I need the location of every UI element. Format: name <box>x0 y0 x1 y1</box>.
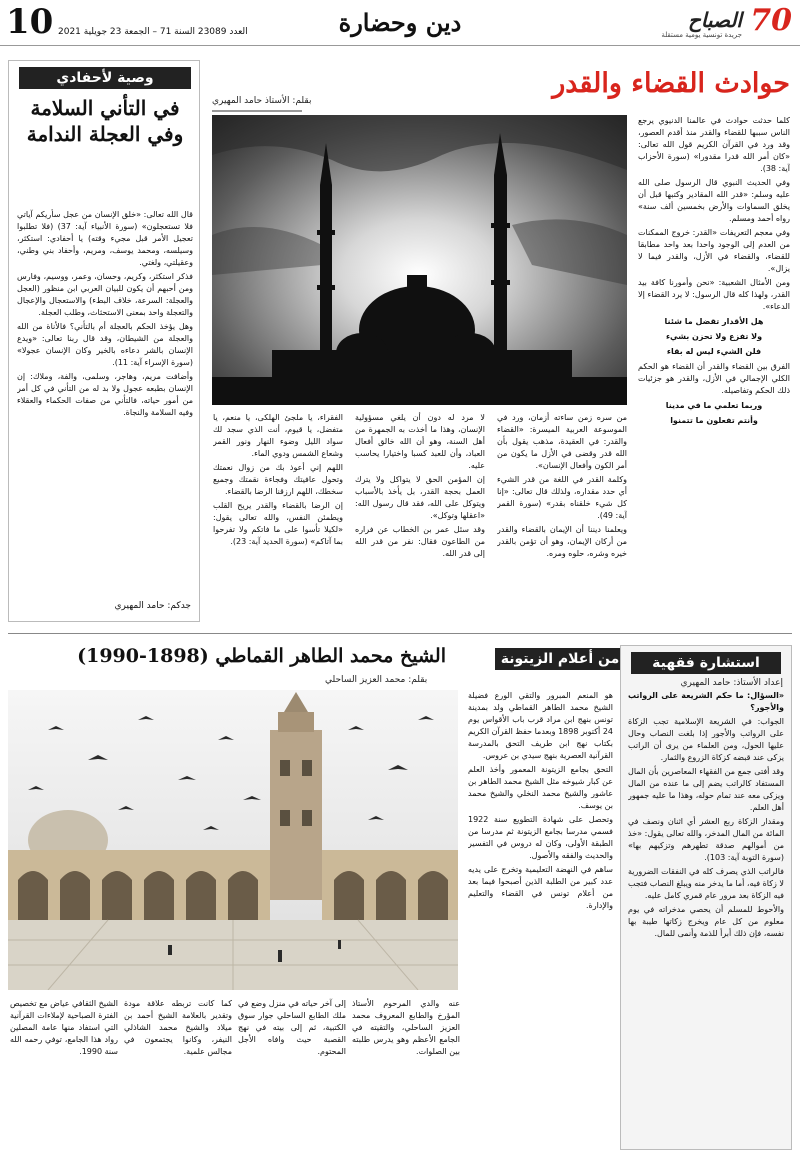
subhead: هل الأقدار تقضل ما شئنا <box>664 317 764 326</box>
article-column <box>355 412 485 622</box>
paragraph: فذكر استكثر، وكريم، وحسان، وعمر، ووسيم، وفارس ومن أحبهم أن يكون للبيان العربي ابن منظور (العجل والعجلة: السرعة، خلاف البطء) والاستعجال والإعجال والتعجلة واحد بمعنى الاستحثاث، وطلب العجلة. <box>17 272 193 317</box>
zitouna-headline: الشيخ محمد الطاهر القماطي (1898-1990) <box>77 645 446 667</box>
advice-body <box>17 209 193 579</box>
paragraph: الجواب: في الشريعة الإسلامية تجب الزكاة على الرواتب والأجور إذا بلغت النصاب وحال عليها الحول، ومن العلماء من يرى أن الراتب يزكى عند قبضه كزكاة الزروع والثمار. <box>628 717 784 762</box>
paragraph: كلما حدثت حوادث في عالمنا الدنيوي يرجع الناس سببها للقضاء والقدر منذ أقدم العصور، وقد ورد في القرآن الكريم قول الله تعالى: «كان أمر الله قدرا مقدورا» (سورة الأحزاب آية: 38). <box>638 116 790 173</box>
paragraph: من سره زمن ساءته أزمان، ورد في الموسوعة العربية الميسرة: «القضاء والقدر: في العقيدة، مذهب يقول بأن الله قدر وقضى في الأزل ما يكون من أمر الكون وأفعال الإنسان». <box>497 413 627 470</box>
paragraph: وفي معجم التعريفات «القدر: خروج الممكنات من العدم إلى الوجود واحدا بعد واحد مطابقا للقضاء، والقضاء في الأزل، والقدر فيما لا يزال». <box>638 228 790 273</box>
article-column <box>213 412 343 622</box>
paragraph: قال الله تعالى: «خلق الإنسان من عجل سأريكم آياتي فلا تستعجلون» (سورة الأنبياء آية: 37) (فلا تطلبوا تعجيل الأمر قبل مجيء وقته) يا أحفادي: استكثر، وسيلسه، ومحمد يوسف، ومريم، وأحفاد بني وطني، وعقيلتي، ولغتي. <box>17 210 193 267</box>
advice-kicker: وصية لأحفادي <box>19 67 191 89</box>
fatwa-byline: إعداد الأستاذ: حامد المهيري <box>680 678 783 688</box>
zitouna-kicker: من أعلام الزيتونة <box>495 648 625 670</box>
subhead: فلن الشيء ليس له بقاء <box>666 347 762 356</box>
logo-anniversary-number: 70 <box>750 3 792 38</box>
paragraph: فالراتب الذي يصرف كله في النفقات الضرورية لا زكاة فيه، أما ما يدخر منه ويبلغ النصاب فتجب فيه الزكاة بعد مرور عام قمري كامل عليه. <box>628 867 784 900</box>
article-column <box>352 998 460 1154</box>
zitouna-byline: بقلم: محمد العزيز الساحلي <box>325 675 428 685</box>
paragraph: لا مرد له دون أن يلغي مسؤولية الإنسان، وهذا ما أخذت به الجمهرة من أهل السنة، وهو أن الله خالق أفعال العباد، وأن للعبد كسبا واختيارا يحاسب عليه. <box>355 413 485 470</box>
paragraph: وأضافت مريم، وهاجر، وسلمى، والفة، وملاك: إن الإنسان بطبعه عجول ولا بد له من التأني في كل أمر من أمور حياته، فالتأني من صفات الحكماء والعقلاء وفيه السلامة والنجاة. <box>17 372 193 417</box>
paragraph: وفي الحديث النبوي قال الرسول صلى الله عليه وسلم: «قدر الله المقادير وكتبها قبل أن يخلق السماوات والأرض بخمسين ألف سنة» رواه أحمد ومسلم. <box>638 178 790 223</box>
paragraph: وتحصل على شهادة التطويع سنة 1922 فسمي مدرسا بجامع الزيتونة ثم مدرسا من الطبقة الأولى، وكان له دروس في التفسير والحديث والفقه والأصول. <box>468 815 613 860</box>
paragraph: اللهم إني أعوذ بك من زوال نعمتك وتحول عافيتك وفجاءة نقمتك وجميع سخطك، اللهم ارزقنا الرضا بالقضاء. <box>213 463 343 496</box>
zitouna-lower-columns <box>8 998 460 1154</box>
paragraph: ومقدار الزكاة ربع العشر أي اثنان ونصف في المائة من المال المدخر، والله تعالى يقول: «خذ من أموالهم صدقة تطهرهم وتزكيهم بها» (سورة التوبة آية: 103). <box>628 817 784 862</box>
paragraph: وقد أفتى جمع من الفقهاء المعاصرين بأن المال المستفاد كالراتب يضم إلى ما عنده من المال ويزكى معه عند تمام حوله، وهذا ما عليه جمهور أهل العلم. <box>628 767 784 812</box>
fatwa-box <box>620 645 792 1150</box>
paragraph: إن المؤمن الحق لا يتواكل ولا يترك العمل بحجة القدر، بل يأخذ بالأسباب ويتوكل على الله، فقد قال رسول الله: «اعقلها وتوكل». <box>355 475 485 520</box>
paragraph: ويعلمنا ديننا أن الإيمان بالقضاء والقدر من أركان الإيمان، وهو أن تؤمن بالقدر خيره وشره، حلوه ومره. <box>497 525 627 558</box>
zitouna-main-column <box>468 690 613 1150</box>
logo-tagline: جريدة تونسية يومية مستقلة <box>661 31 742 39</box>
paragraph: عنه والدي المرحوم الأستاذ المؤرخ والطابع المعروف محمد العزيز الساحلي، والتقيته في الجامع الأعظم وهو يدرس طلبته بين الصلوات. <box>352 999 460 1056</box>
paragraph: إلى آخر حياته في منزل وضع في ملك الطابع الساحلي جوار سوق الكتبية، ثم إلى بيته في نهج القصبة حيث وافاه الأجل المحتوم. <box>238 999 346 1056</box>
advice-column <box>8 60 200 622</box>
subhead: ولا تفزع ولا تحزن بشيء <box>665 332 763 341</box>
paragraph: «السؤال: ما حكم الشريعة على الرواتب والأجور؟ <box>628 691 784 712</box>
byline-rule <box>212 110 302 112</box>
article-column <box>10 998 118 1154</box>
paragraph: وقد سئل عمر بن الخطاب عن فراره من الطاعون فقال: نفر من قدر الله إلى قدر الله. <box>355 525 485 558</box>
mosque-photo <box>212 115 627 405</box>
paragraph: وهل يؤخذ الحكم بالعجلة أم بالتأني؟ فالأناة من الله والعجلة من الشيطان، وقد قال ربنا تعالى: «ويدع الإنسان بالشر دعاءه بالخير وكان الإنسان عجولا» (سورة الإسراء آية: 11). <box>17 322 193 367</box>
article-column <box>124 998 232 1154</box>
main-headline: حوادث القضاء والقدر <box>552 68 790 99</box>
paragraph: التحق بجامع الزيتونة المعمور وأخذ العلم عن كبار شيوخه مثل الشيخ محمد الطاهر بن عاشور والشيخ محمد النخلي والشيخ محمد بن يوسف. <box>468 765 613 810</box>
paragraph: إن الرضا بالقضاء والقدر يريح القلب ويطمئن النفس، والله تعالى يقول: «لكيلا تأسوا على ما فاتكم ولا تفرحوا بما آتاكم» (سورة الحديد آية: 23). <box>213 501 343 546</box>
paragraph: وكلمة القدر في اللغة من قدر الشيء أي حدد مقداره، ولذلك قال تعالى: «إنا كل شيء خلقناه بقدر» (سورة القمر آية: 49). <box>497 475 627 520</box>
paragraph: الشيخ الثقافي عياض مع تخصيص الفترة الصباحية لإملاءات القرآنية التي استفاد منها عامة المصلين رواد هذا الجامع، توفي رحمه الله سنة 1990. <box>10 999 118 1056</box>
advice-signature: جدكم: حامد المهيري <box>114 601 191 611</box>
paragraph: ومن الأمثال الشعبية: «نحن وأمورنا كافة بيد القدر، ولهذا كله قال الرسول: لا يرد القضاء إلا الدعاء». <box>638 278 790 311</box>
masthead <box>0 0 800 46</box>
issue-info: العدد 23089 السنة 71 – الجمعة 23 جويلية 2021 <box>58 27 248 37</box>
zitouna-mosque-photo <box>8 690 458 990</box>
main-article-columns <box>212 412 627 622</box>
section-divider <box>8 633 792 634</box>
subhead: وربما تعلمي ما في مدينا <box>665 401 763 410</box>
fatwa-body <box>628 690 784 1145</box>
article-column <box>238 998 346 1154</box>
logo-name: الصباح <box>687 8 742 32</box>
fatwa-kicker: استشارة فقهية <box>631 652 781 674</box>
main-article-right-column <box>638 115 790 610</box>
main-byline: بقلم: الأستاذ حامد المهيري <box>212 96 312 106</box>
paragraph: الفقراء، يا ملجئ الهلكى، يا منعم، يا متفضل، يا قيوم، أنت الذي سجد لك سواد الليل وضوء النهار ونور القمر وشعاع الشمس ودوي الماء. <box>213 413 343 458</box>
advice-headline: في التأني السلامة وفي العجلة الندامة <box>26 96 184 146</box>
subhead: وأنتم تفعلون ما تتمنوا <box>670 416 758 425</box>
paragraph: ساهم في النهضة التعليمية وتخرج على يديه عدد كبير من الطلبة الذين أصبحوا فيما بعد من أعلام تونس في القضاء والتعليم والإدارة. <box>468 865 613 910</box>
paragraph: الفرق بين القضاء والقدر أن القضاء هو الحكم الكلي الإجمالي في الأزل، والقدر هو جزئيات ذلك الحكم وتفاصيله. <box>638 362 790 395</box>
paragraph: والأحوط للمسلم أن يحصي مدخراته في يوم معلوم من كل عام ويخرج زكاتها طيبة بها نفسه، فإن ذلك أبرأ للذمة وأنمى للمال. <box>628 905 784 938</box>
newspaper-logo[interactable] <box>652 3 792 40</box>
article-column <box>497 412 627 622</box>
page-number: 10 <box>6 2 54 42</box>
section-title: دين وحضارة <box>338 8 462 37</box>
paragraph: هو المنعم المبرور والتقي الورع فضيلة الشيخ محمد الطاهر القماطي ولد بمدينة تونس بنهج ابن مراد قرب باب الأقواس يوم 24 أكتوبر 1898 وبعدما حفظ القرآن الكريم بكتاب نهج ابن طريف التحق بالمدرسة القرآنية العصرية بنهج سيدي بن عروس. <box>468 691 613 760</box>
paragraph: كما كانت تربطه علاقة مودة وتقدير بالعلامة الشيخ أحمد بن ميلاد والشيخ محمد الشاذلي النيفر، وكانوا يجتمعون في مجالس علمية. <box>124 999 232 1056</box>
